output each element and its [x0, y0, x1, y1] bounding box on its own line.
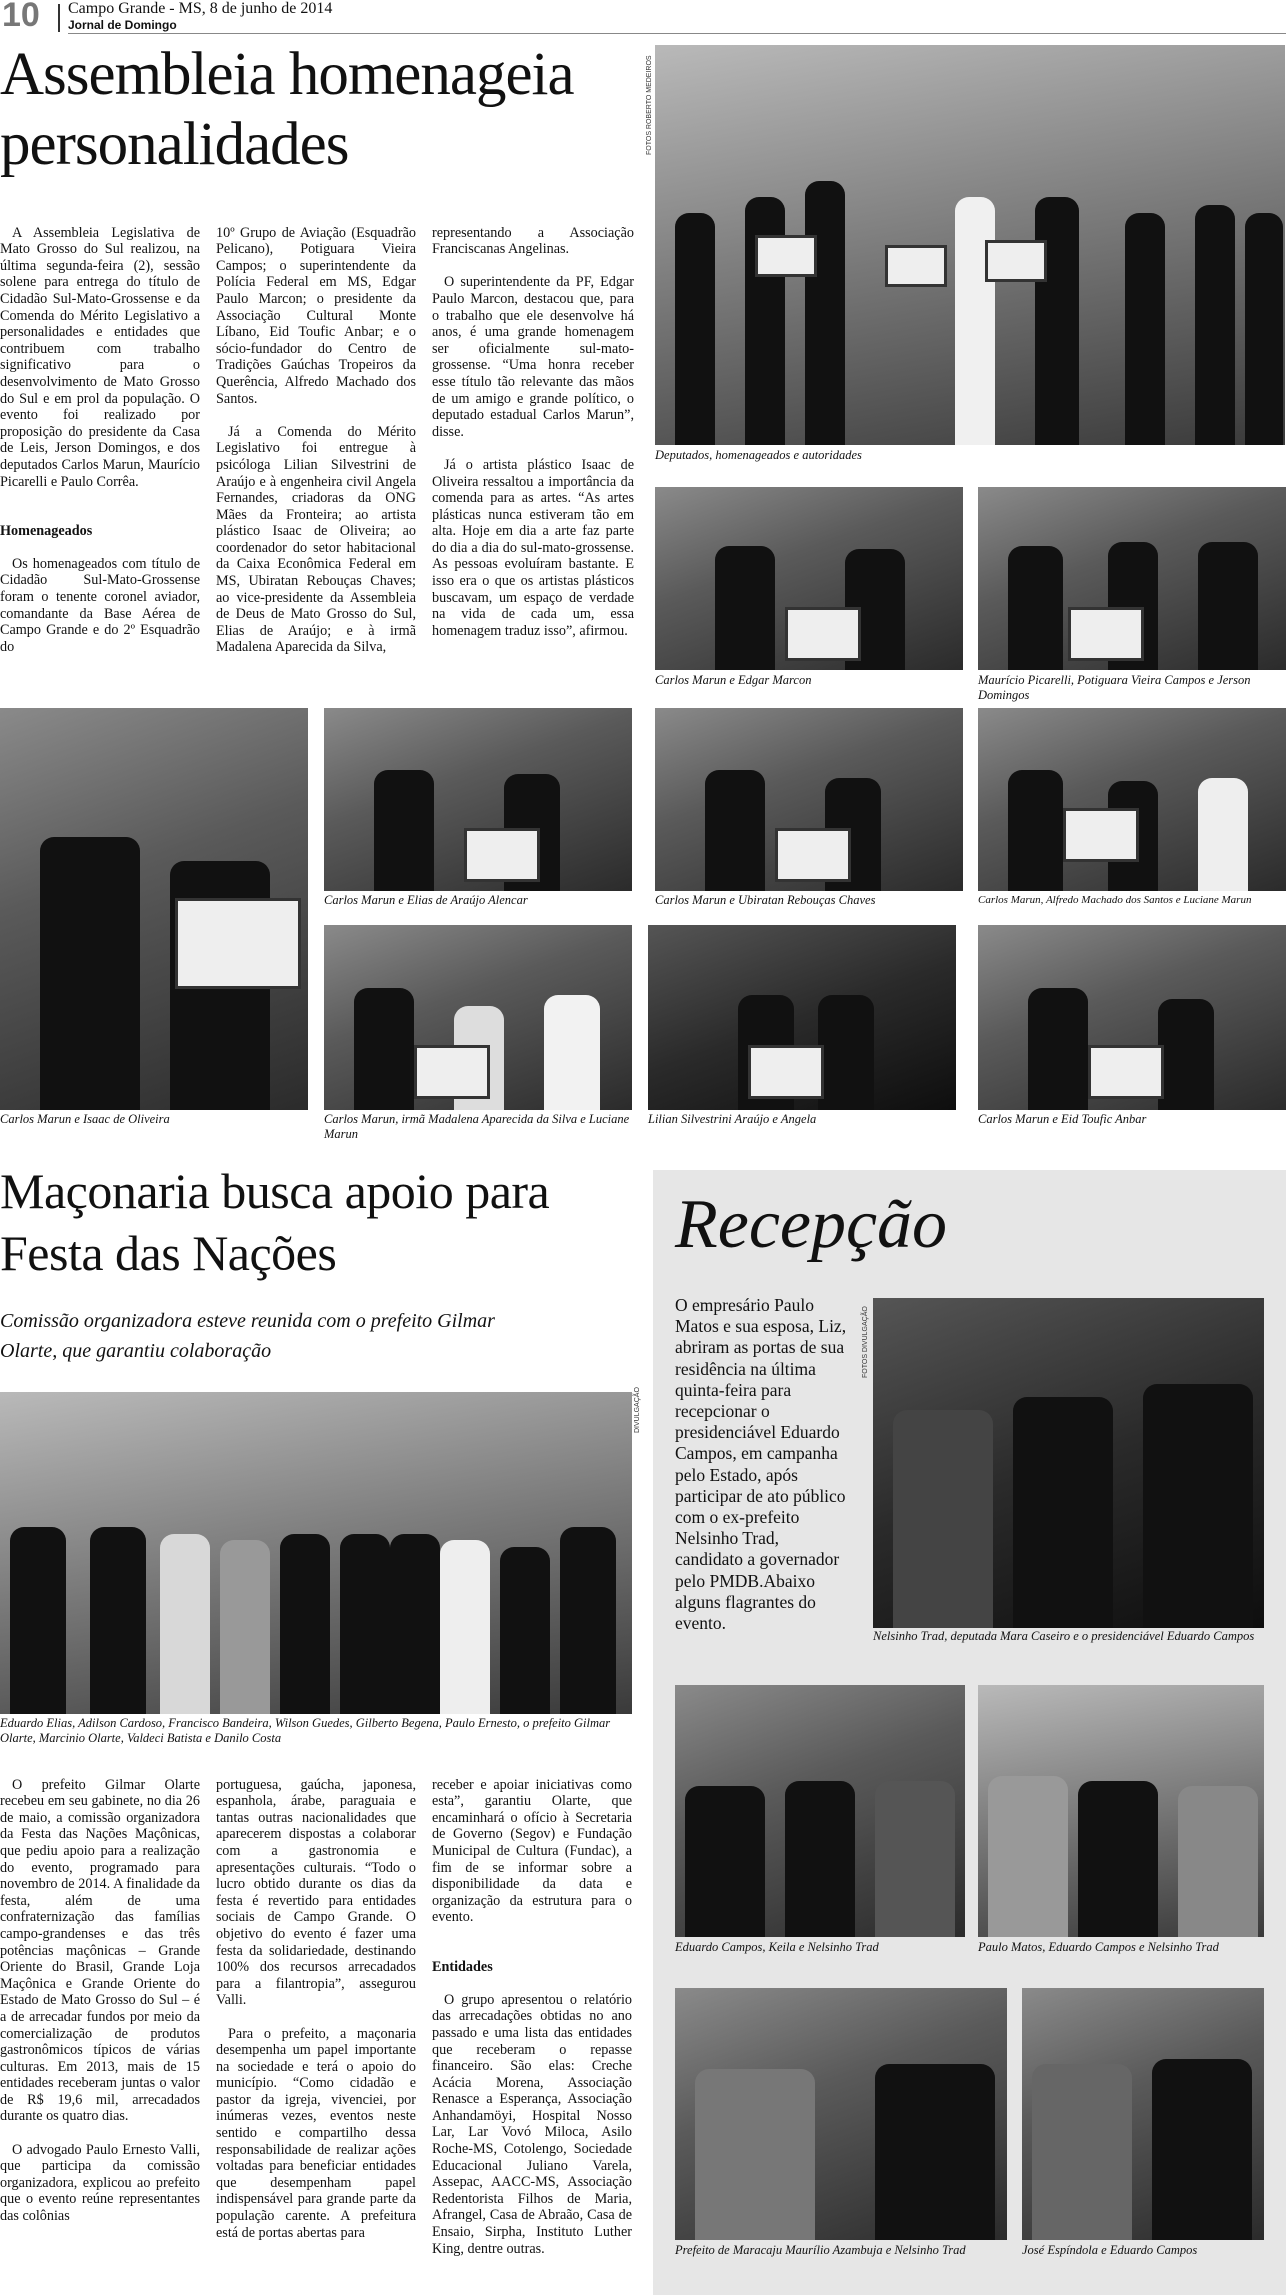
article3-title: Recepção	[675, 1186, 948, 1263]
article1-title: Assembleia homenageia personalidades	[0, 41, 574, 178]
caption-picarelli: Maurício Picarelli, Potiguara Vieira Campos e Jerson Domingos	[978, 673, 1251, 702]
caption-ubiratan: Carlos Marun e Ubiratan Rebouças Chaves	[655, 893, 876, 907]
article2-body: receber e apoiar iniciativas como esta”, garantiu Olarte, que encaminhará o ofício à Secretaria de Governo (Segov) e Fundação Municipal de Cultura (Fundac), a fim de se informar sobre a disponibilidade da data e organização da estrutura para o evento.	[432, 1776, 632, 1926]
article2-body: O advogado Paulo Ernesto Valli, que participa da comissão organizadora, explicou ao prefeito que o evento reúne representantes das colônias	[0, 2141, 200, 2225]
header-rule	[68, 33, 1286, 34]
article2-body: O grupo apresentou o relatório das arrecadações obtidas no ano passado e uma lista das entidades que receberam o repasse financeiro. São elas: Creche Acácia Morena, Associação Renasce a Esperança, Associação Anhandamöyi, Hospital Nosso Lar, Lar Vovó Miloca, Asilo Roche-MS, Cotolengo, Sociedade Educacional Juliano Varela, Assepac, AACC-MS, Associação Redentorista Filhos de Maria, Afrangel, Casa de Abraão, Casa de Ensaio, Sirpha, Instituto Luther King, dentre outras.	[432, 1991, 632, 2257]
article1-body: O superintendente da PF, Edgar Paulo Marcon, destacou que, para o trabalho que ele desenvolve há anos, é uma grande homenagem ser oficialmente sul-mato-grossense. “Uma honra receber esse título tão relevante das mãos de um amigo e grande político, o deputado estadual Carlos Marun”, disse.	[432, 274, 634, 440]
article1-body: Já a Comenda do Mérito Legislativo foi entregue à psicóloga Lilian Silvestrini de Araújo e à engenheira civil Angela Fernandes, criadoras da ONG Mães da Fronteira; ao artista plástico Isaac de Oliveira; ao coordenador do setor habitacional da Caixa Econômica Federal em MS, Ubiratan Rebouças Chaves; ao vice-presidente da Assembleia de Deus de Mato Grosso do Sul, Elias de Araújo; e à irmã Madalena Aparecida da Silva,	[216, 423, 416, 656]
article2-deck: Comissão organizadora esteve reunida com o prefeito Gilmar Olarte, que garantiu colaboração	[0, 1310, 495, 1362]
article2-body: Para o prefeito, a maçonaria desempenha um papel importante na sociedade e terá o apoio do município. “Como cidadão e pastor da igreja, vivenciei, por inúmeras vezes, eventos neste sentido e compartilho dessa responsabilidade de realizar ações voltadas para beneficiar entidades que desempenham papel indispensável para grande parte da população carente. A prefeitura está de portas abertas para	[216, 2025, 416, 2241]
article2-subhead: Entidades	[432, 1958, 493, 1975]
photo-jose	[1022, 1988, 1264, 2240]
article2-body: portuguesa, gaúcha, japonesa, espanhola, árabe, paraguaia e tantas outras nacionalidades que aparecerem dispostas a colaborar com a gastronomia e apresentações culturais. “Todo o lucro obtido durante os dias da festa é revertido para entidades sociais de Campo Grande. O objetivo do evento é fazer uma festa da solidariedade, destinando 100% dos recursos arrecadados para a filantropia”, assegurou Valli.	[216, 1776, 416, 2009]
page-number: 10	[2, 0, 40, 34]
article2-body: O prefeito Gilmar Olarte recebeu em seu gabinete, no dia 26 de maio, a comissão organizadora da Festa das Nações Maçônicas, que pediu apoio para a realização do evento, programado para novembro de 2014. A finalidade da festa, além de uma confraternização das famílias campo-grandenses e das três potências maçônicas – Grande Oriente do Brasil, Grande Loja Maçônica e Grande Oriente do Estado de Mato Grosso do Sul – é a de arrecadar fundos por meio da comercialização de produtos gastronômicos típicos de várias culturas. Em 2013, mais de 15 entidades receberam juntas o valor de R$ 19,6 mil, arrecadados durante os quatro dias.	[0, 1776, 200, 2125]
caption-isaac: Carlos Marun e Isaac de Oliveira	[0, 1112, 170, 1126]
caption-maurilio: Prefeito de Maracaju Maurílio Azambuja e Nelsinho Trad	[675, 2243, 966, 2257]
photo-ubiratan	[655, 708, 963, 891]
article1-body: Os homenageados com título de Cidadão Sul-Mato-Grossense foram o tenente coronel aviador, comandante da Base Aérea de Campo Grande e do 2º Esquadrão do	[0, 555, 200, 655]
caption-keila: Eduardo Campos, Keila e Nelsinho Trad	[675, 1940, 879, 1954]
caption-marun-marcon: Carlos Marun e Edgar Marcon	[655, 673, 812, 687]
article2-col2	[216, 1760, 416, 2258]
caption-madalena: Carlos Marun, irmã Madalena Aparecida da Silva e Luciane Marun	[324, 1112, 630, 1141]
photo-paulo	[978, 1685, 1264, 1937]
photo-keila	[675, 1685, 965, 1937]
caption-group: Deputados, homenageados e autoridades	[655, 448, 862, 462]
article1-col1	[0, 208, 200, 672]
caption-jose: José Espíndola e Eduardo Campos	[1022, 2243, 1198, 2257]
page-header	[0, 0, 1286, 34]
article1-body: representando a Associação Franciscanas Angelinas.	[432, 224, 634, 258]
caption-lilian: Lilian Silvestrini Araújo e Angela	[648, 1112, 817, 1126]
article2-caption: Eduardo Elias, Adilson Cardoso, Francisco Bandeira, Wilson Guedes, Gilberto Begena, Paulo Ernesto, o prefeito Gilmar Olarte, Marcinio Olarte, Valdeci Batista e Danilo Costa	[0, 1716, 611, 1745]
city-date: Campo Grande - MS, 8 de junho de 2014	[68, 0, 333, 17]
caption-elias: Carlos Marun e Elias de Araújo Alencar	[324, 893, 528, 907]
paper-name: Jornal de Domingo	[68, 18, 177, 32]
photo-picarelli	[978, 487, 1286, 670]
article1-col3	[432, 208, 634, 656]
group-photo	[655, 45, 1285, 445]
photo-madalena	[324, 925, 632, 1110]
article1-subhead: Homenageados	[0, 522, 93, 539]
article1-body: Já o artista plástico Isaac de Oliveira ressaltou a importância da comenda para as artes. “As artes plásticas nunca estiveram tão em alta. Hoje em dia a arte faz parte do dia a dia do sul-mato-grossense. As pessoas evoluíram bastante. E isso era o que os artistas plásticos buscavam, um espaço de verdade na vida de cada um, essa homenagem traduz isso”, afirmou.	[432, 456, 634, 639]
recepcao-main-photo	[873, 1298, 1264, 1628]
article2-col3	[432, 1760, 632, 2274]
article2-photo-credit: DIVULGAÇÃO	[634, 1387, 641, 1433]
article1-col2	[216, 208, 416, 673]
photo-lilian	[648, 925, 956, 1110]
article2-title: Maçonaria busca apoio para Festa das Nações	[0, 1163, 550, 1281]
photo-isaac	[0, 708, 308, 1110]
article3-photo-credit: FOTOS DIVULGAÇÃO	[862, 1306, 869, 1378]
photo-alfredo	[978, 708, 1286, 891]
prefeito-group-photo	[0, 1392, 632, 1714]
photo-maurilio	[675, 1988, 1007, 2240]
caption-eid: Carlos Marun e Eid Toufic Anbar	[978, 1112, 1147, 1126]
photo-elias	[324, 708, 632, 891]
article1-photo-credit: FOTOS ROBERTO MEDEIROS	[646, 55, 653, 155]
article2-col1	[0, 1760, 200, 2241]
photo-eid	[978, 925, 1286, 1110]
caption-alfredo: Carlos Marun, Alfredo Machado dos Santos e Luciane Marun	[978, 894, 1252, 906]
photo-marun-marcon	[655, 487, 963, 670]
header-divider	[58, 4, 60, 32]
article3-body: O empresário Paulo Matos e sua esposa, Liz, abriram as portas de sua residência na última quinta-feira para recepcionar o presidenciável Eduardo Campos, em campanha pelo Estado, após participar de ato público com o ex-prefeito Nelsinho Trad, candidato a governador pelo PMDB.Abaixo alguns flagrantes do evento.	[675, 1295, 847, 1634]
article1-body: A Assembleia Legislativa de Mato Grosso do Sul realizou, na última segunda-feira (2), sessão solene para entrega do título de Cidadão Sul-Mato-Grossense e da Comenda do Mérito Legislativo a personalidades e entidades que contribuem com trabalho significativo para o desenvolvimento de Mato Grosso do Sul e em prol da população. O evento foi realizado por proposição do presidente da Casa de Leis, Jerson Domingos, e dos deputados Carlos Marun, Maurício Picarelli e Paulo Corrêa.	[0, 224, 200, 490]
article1-body: 10º Grupo de Aviação (Esquadrão Pelicano), Potiguara Vieira Campos; o superintendente da Polícia Federal em MS, Edgar Paulo Marcon; o presidente da Associação Cultural Monte Líbano, Eid Toufic Anbar; e o sócio-fundador do Centro de Tradições Gaúchas Tropeiros da Querência, Alfredo Machado dos Santos.	[216, 224, 416, 407]
caption-paulo: Paulo Matos, Eduardo Campos e Nelsinho Trad	[978, 1940, 1219, 1954]
caption-recepcao-main: Nelsinho Trad, deputada Mara Caseiro e o presidenciável Eduardo Campos	[873, 1629, 1255, 1643]
